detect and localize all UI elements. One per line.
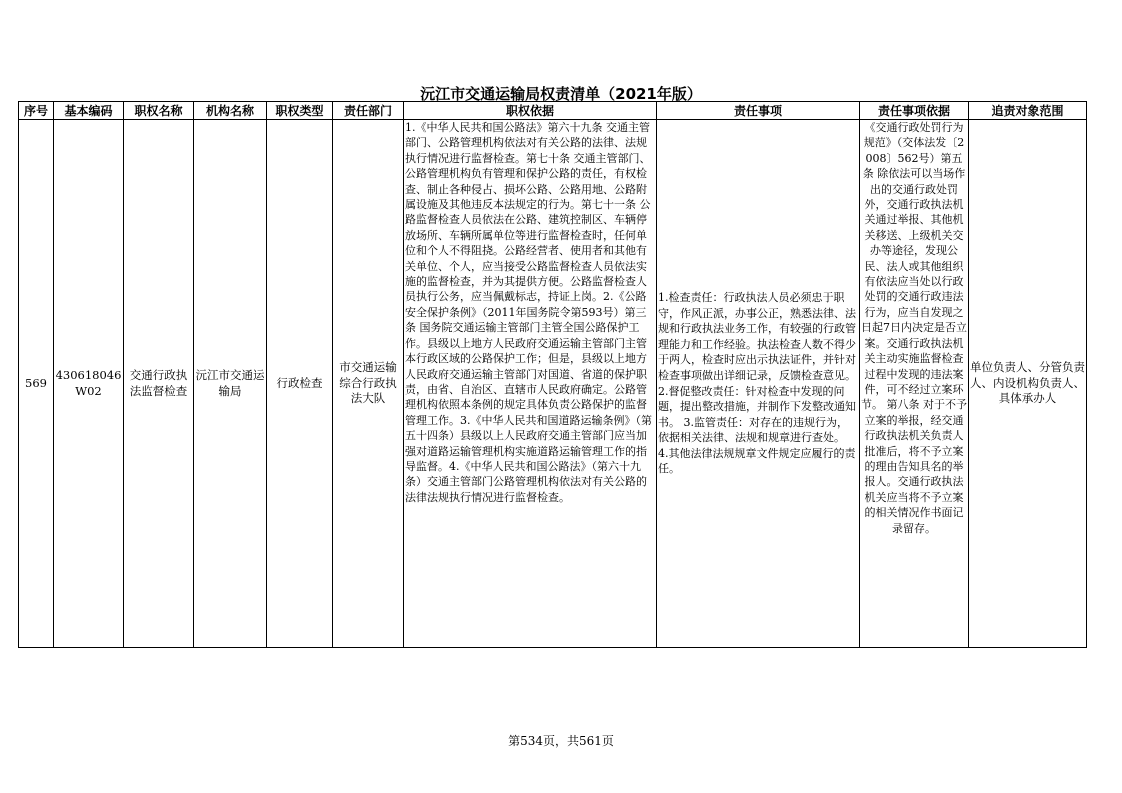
col-header-org-name: 机构名称 bbox=[194, 102, 267, 120]
col-header-code: 基本编码 bbox=[54, 102, 124, 120]
cell-accountability: 单位负责人、分管负责人、内设机构负责人、具体承办人 bbox=[969, 120, 1087, 648]
document-title: 沅江市交通运输局权责清单（2021年版） bbox=[420, 85, 702, 103]
col-header-resp-basis: 责任事项依据 bbox=[860, 102, 969, 120]
col-header-responsibility: 责任事项 bbox=[657, 102, 860, 120]
header-row bbox=[19, 102, 1087, 120]
cell-code: 430618046W02 bbox=[54, 120, 124, 648]
cell-department: 市交通运输综合行政执法大队 bbox=[333, 120, 404, 648]
col-header-power-name: 职权名称 bbox=[124, 102, 194, 120]
col-header-basis: 职权依据 bbox=[404, 102, 657, 120]
cell-resp-basis: 《交通行政处罚行为规范》（交体法发〔2008〕562号）第五条 除依法可以当场作出的交通行政处罚外，交通行政执法机关通过举报、其他机关移送、上级机关交办等途径，发现公民、法人或其他组织有依法应当处以行政处罚的交通行政违法行为，应当自发现之日起7日内决定是否立案。交通行政执法机关主动实施监督检查过程中发现的违法案件，可不经过立案环节。 第八条 对于不予立案的举报，经交通行政执法机关负责人批准后，将不予立案的理由告知具名的举报人。交通行政执法机关应当将不予立案的相关情况作书面记录留存。 bbox=[860, 120, 969, 648]
cell-responsibility: 1.检查责任：行政执法人员必须忠于职守，作风正派，办事公正，熟悉法律、法规和行政执法业务工作，有较强的行政管理能力和工作经验。执法检查人数不得少于两人，检查时应出示执法证件，并针对检查事项做出详细记录，反馈检查意见。 2.督促整改责任：针对检查中发现的问题，提出整改措施，并制作下发整改通知书。 3.监管责任：对存在的违规行为，依据相关法律、法规和规章进行查处。 4.其他法律法规规章文件规定应履行的责任。 bbox=[657, 120, 860, 648]
col-header-power-type: 职权类型 bbox=[267, 102, 333, 120]
col-header-department: 责任部门 bbox=[333, 102, 404, 120]
cell-power-type: 行政检查 bbox=[267, 120, 333, 648]
page-number: 第534页，共561页 bbox=[508, 734, 614, 748]
col-header-index: 序号 bbox=[19, 102, 54, 120]
cell-index: 569 bbox=[19, 120, 54, 648]
col-header-accountability: 追责对象范围 bbox=[969, 102, 1087, 120]
cell-power-name: 交通行政执法监督检查 bbox=[124, 120, 194, 648]
cell-basis: 1.《中华人民共和国公路法》第六十九条 交通主管部门、公路管理机构依法对有关公路的法律、法规执行情况进行监督检查。第七十条 交通主管部门、公路管理机构负有管理和保护公路的责任，有权检查、制止各种侵占、损坏公路、公路用地、公路附属设施及其他违反本法规定的行为。第七十一条 公路监督检查人员依法在公路、建筑控制区、车辆停放场所、车辆所属单位等进行监督检查时，任何单位和个人不得阻挠。公路经营者、使用者和其他有关单位、个人，应当接受公路监督检查人员依法实施的监督检查，并为其提供方便。公路监督检查人员执行公务，应当佩戴标志，持证上岗。2.《公路安全保护条例》（2011年国务院令第593号）第三条 国务院交通运输主管部门主管全国公路保护工作。县级以上地方人民政府交通运输主管部门主管本行政区域的公路保护工作；但是，县级以上地方人民政府交通运输主管部门对国道、省道的保护职责，由省、自治区、直辖市人民政府确定。公路管理机构依照本条例的规定具体负责公路保护的监督管理工作。3.《中华人民共和国道路运输条例》（第五十四条）县级以上人民政府交通主管部门应当加强对道路运输管理机构实施道路运输管理工作的指导监督。4.《中华人民共和国公路法》（第六十九条）交通主管部门公路管理机构依法对有关公路的法律法规执行情况进行监督检查。 bbox=[404, 120, 657, 648]
power-list-table bbox=[18, 101, 1087, 648]
table-row bbox=[19, 120, 1087, 648]
cell-org-name: 沅江市交通运输局 bbox=[194, 120, 267, 648]
